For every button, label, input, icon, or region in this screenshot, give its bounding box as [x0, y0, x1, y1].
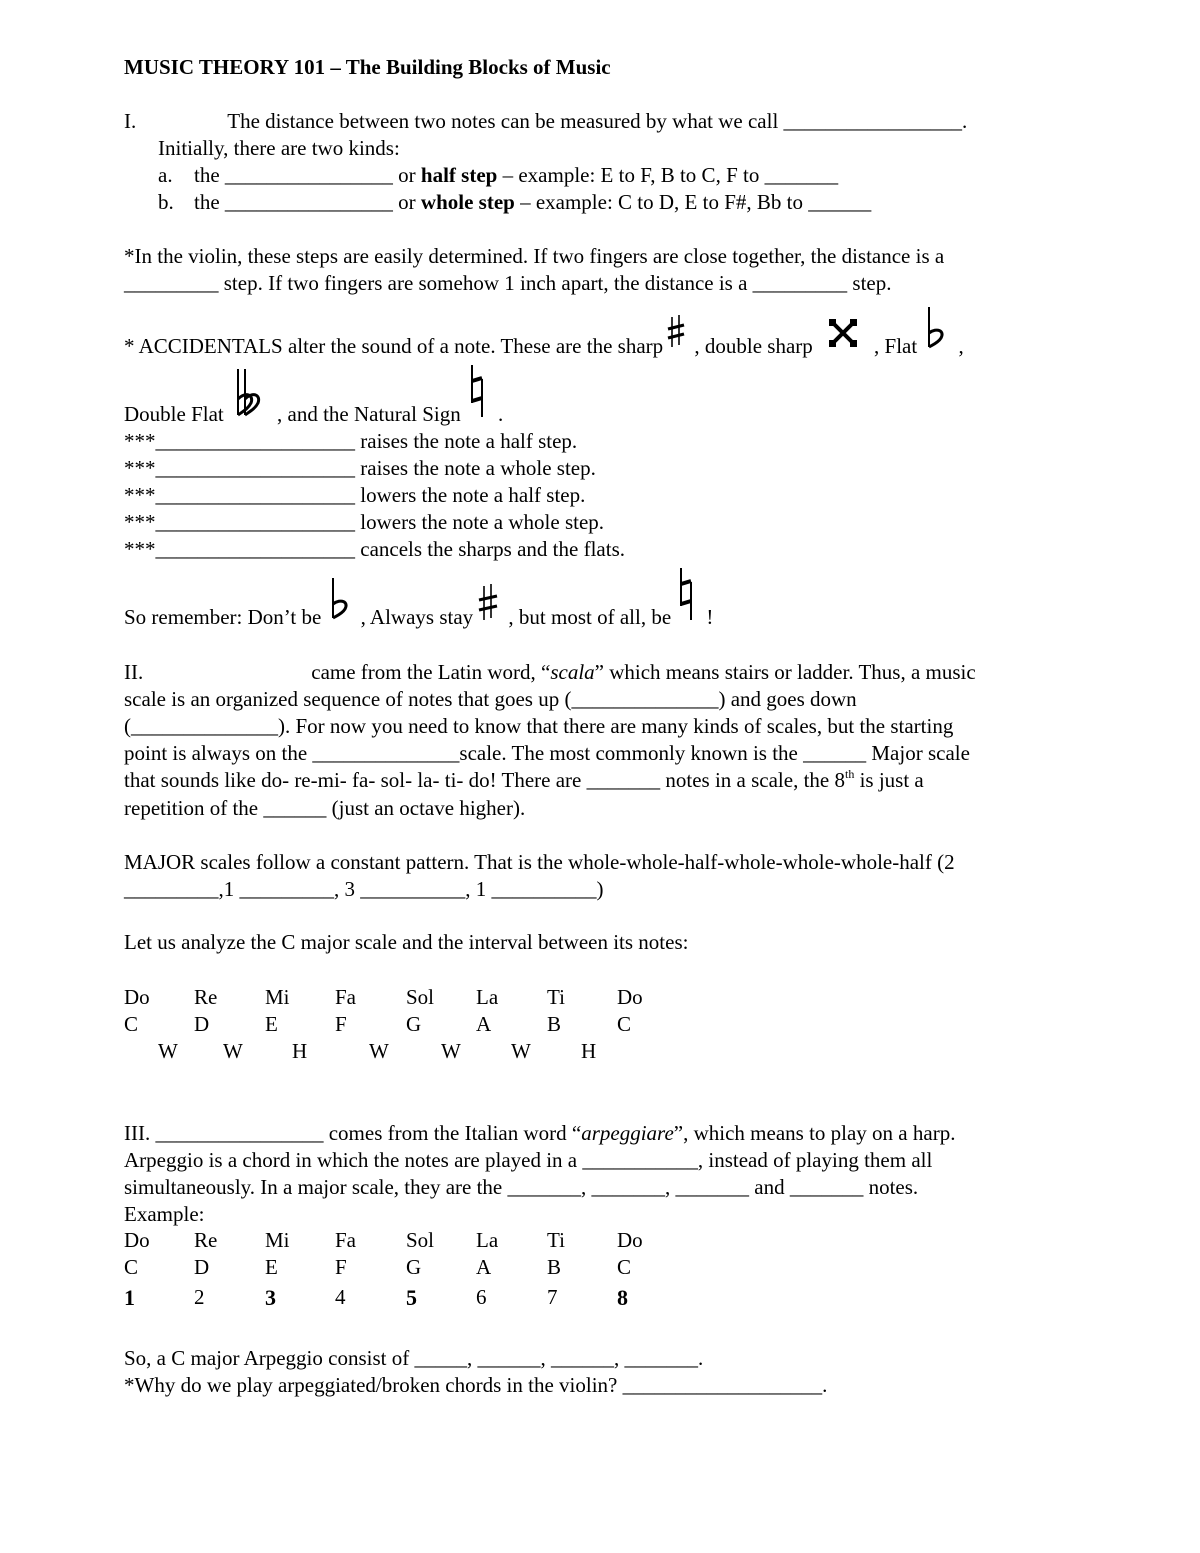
item-a-pre: the ________________ or [194, 163, 421, 187]
item-b-pre: the ________________ or [194, 190, 421, 214]
section1-line1 [124, 108, 967, 135]
flat-icon [917, 333, 953, 360]
letter-cell: C [124, 1012, 139, 1036]
solfege-cell: Re [194, 1228, 218, 1252]
section1-line2: Initially, there are two kinds: [158, 136, 400, 160]
section3-text1b: ”, which means to play on a harp. [673, 1121, 956, 1145]
solfege-cell: Fa [335, 985, 356, 1009]
solfege-cell: Ti [547, 1228, 565, 1252]
accidental-row-4: ***___________________ lowers the note a whole step. [124, 510, 605, 534]
number-cell-bold: 5 [406, 1285, 417, 1310]
interval-cell: H [581, 1039, 597, 1063]
natural-icon [461, 401, 493, 428]
violin-line1: *In the violin, these steps are easily determined. If two fingers are close together, the distance is a [124, 244, 945, 268]
solfege-cell: La [476, 985, 499, 1009]
section3-line2: Arpeggio is a chord in which the notes are played in a ___________, instead of playing them all [124, 1148, 933, 1172]
section3-text1a: ________________ comes from the Italian word “ [150, 1121, 582, 1145]
remember-line [124, 604, 713, 631]
section3-line3: simultaneously. In a major scale, they are the _______, _______, _______ and _______ notes. [124, 1175, 919, 1199]
section1-roman: I. [124, 109, 137, 133]
solfege-cell: Do [617, 1228, 643, 1252]
letter-cell: C [617, 1012, 632, 1036]
interval-cell: W [511, 1039, 531, 1063]
section2-text1a: came from the Latin word, “ [311, 660, 551, 684]
remember-text3: , but most of all, be [503, 605, 672, 629]
item-b-post: – example: C to D, E to F#, Bb to ______ [514, 190, 872, 214]
section2-text1b: ” which means stairs or ladder. Thus, a music [594, 660, 976, 684]
letter-cell: C [617, 1255, 632, 1279]
section1-item-b [158, 189, 871, 216]
letter-cell: E [265, 1255, 278, 1279]
section2-line3: (______________). For now you need to know that there are many kinds of scales, but the starting [124, 714, 954, 738]
analyze-line: Let us analyze the C major scale and the interval between its notes: [124, 930, 689, 954]
flat-icon-2 [321, 604, 355, 631]
accidental-row-2: ***___________________ raises the note a whole step. [124, 456, 596, 480]
section3-example: Example: [124, 1202, 205, 1226]
number-cell-bold: 3 [265, 1285, 276, 1310]
page-title: MUSIC THEORY 101 – The Building Blocks of Music [124, 55, 611, 79]
violin-line2: _________ step. If two fingers are somehow 1 inch apart, the distance is a _________ step. [124, 271, 892, 295]
letter-cell: G [406, 1012, 422, 1036]
solfege-cell: La [476, 1228, 499, 1252]
number-cell-bold: 1 [124, 1285, 135, 1310]
number-cell: 2 [194, 1285, 205, 1309]
accidentals-text2: , double sharp [689, 334, 813, 358]
item-b-marker: b. [158, 190, 174, 214]
solfege-cell: Do [617, 985, 643, 1009]
section3-line1 [124, 1120, 955, 1147]
remember-text2: , Always stay [355, 605, 474, 629]
section2-text5-sup: th [844, 767, 855, 781]
interval-cell: W [369, 1039, 389, 1063]
remember-text1: So remember: Don’t be [124, 605, 322, 629]
solfege-cell: Fa [335, 1228, 356, 1252]
letter-cell: F [335, 1255, 347, 1279]
section2-line4: point is always on the ______________scale. The most commonly known is the ______ Major scale [124, 741, 970, 765]
section2-line2: scale is an organized sequence of notes that goes up (______________) and goes down [124, 687, 857, 711]
major-line2: _________,1 _________, 3 __________, 1 __________) [124, 877, 604, 901]
interval-cell: W [158, 1039, 178, 1063]
accidentals-text4: , [953, 334, 964, 358]
letter-cell: B [547, 1012, 562, 1036]
item-a-marker: a. [158, 163, 173, 187]
number-cell: 7 [547, 1285, 558, 1309]
section1-item-a [158, 162, 838, 189]
accidental-row-1: ***___________________ raises the note a half step. [124, 429, 578, 453]
remember-text4: ! [701, 605, 714, 629]
accidentals-text5: Double Flat [124, 402, 224, 426]
accidentals-line1 [124, 333, 964, 360]
accidentals-text1: * ACCIDENTALS alter the sound of a note. These are the sharp [124, 334, 664, 358]
letter-cell: D [194, 1255, 210, 1279]
accidental-row-5: ***___________________ cancels the sharps and the flats. [124, 537, 625, 561]
solfege-cell: Mi [265, 1228, 290, 1252]
section2-line6: repetition of the ______ (just an octave higher). [124, 796, 526, 820]
item-b-bold: whole step [420, 190, 515, 214]
accidentals-text6: , and the Natural Sign [271, 402, 461, 426]
section2-line5 [124, 767, 924, 794]
item-a-bold: half step [420, 163, 498, 187]
number-cell: 4 [335, 1285, 346, 1309]
interval-cell: W [441, 1039, 461, 1063]
solfege-cell: Re [194, 985, 218, 1009]
major-line1: MAJOR scales follow a constant pattern. That is the whole-whole-half-whole-whole-whole-half (2 [124, 850, 955, 874]
solfege-cell: Do [124, 985, 150, 1009]
interval-cell: W [223, 1039, 243, 1063]
letter-cell: E [265, 1012, 278, 1036]
double-flat-icon [224, 401, 272, 428]
accidentals-line2 [124, 401, 503, 428]
letter-cell: A [476, 1255, 492, 1279]
item-a-post: – example: E to F, B to C, F to _______ [497, 163, 839, 187]
letter-cell: G [406, 1255, 422, 1279]
sharp-icon-2 [473, 604, 503, 631]
letter-cell: D [194, 1012, 210, 1036]
number-cell: 6 [476, 1285, 487, 1309]
section3-roman: III. [124, 1121, 151, 1145]
section1-text1: The distance between two notes can be measured by what we call _________________. [227, 109, 968, 133]
section2-text5b: is just a [854, 768, 924, 792]
accidentals-text3: , Flat [868, 334, 918, 358]
accidentals-text7: . [492, 402, 504, 426]
solfege-cell: Sol [406, 985, 435, 1009]
accidental-row-3: ***___________________ lowers the note a half step. [124, 483, 586, 507]
section2-roman: II. [124, 660, 144, 684]
why-line: *Why do we play arpeggiated/broken chords in the violin? ___________________. [124, 1373, 828, 1397]
section2-text5a: that sounds like do- re-mi- fa- sol- la- ti- do! There are _______ notes in a scale, the 8 [124, 768, 845, 792]
letter-cell: A [476, 1012, 492, 1036]
letter-cell: F [335, 1012, 347, 1036]
natural-icon-2 [671, 604, 701, 631]
solfege-cell: Mi [265, 985, 290, 1009]
solfege-cell: Ti [547, 985, 565, 1009]
double-sharp-icon [813, 333, 869, 360]
letter-cell: C [124, 1255, 139, 1279]
arpeggio-consist-line: So, a C major Arpeggio consist of _____, ______, ______, _______. [124, 1346, 704, 1370]
section3-arpeggiare: arpeggiare [581, 1121, 674, 1145]
section2-line1 [124, 659, 976, 686]
solfege-cell: Do [124, 1228, 150, 1252]
letter-cell: B [547, 1255, 562, 1279]
section2-scala: scala [550, 660, 595, 684]
solfege-cell: Sol [406, 1228, 435, 1252]
interval-cell: H [292, 1039, 308, 1063]
sharp-icon [663, 333, 689, 360]
number-cell-bold: 8 [617, 1285, 628, 1310]
